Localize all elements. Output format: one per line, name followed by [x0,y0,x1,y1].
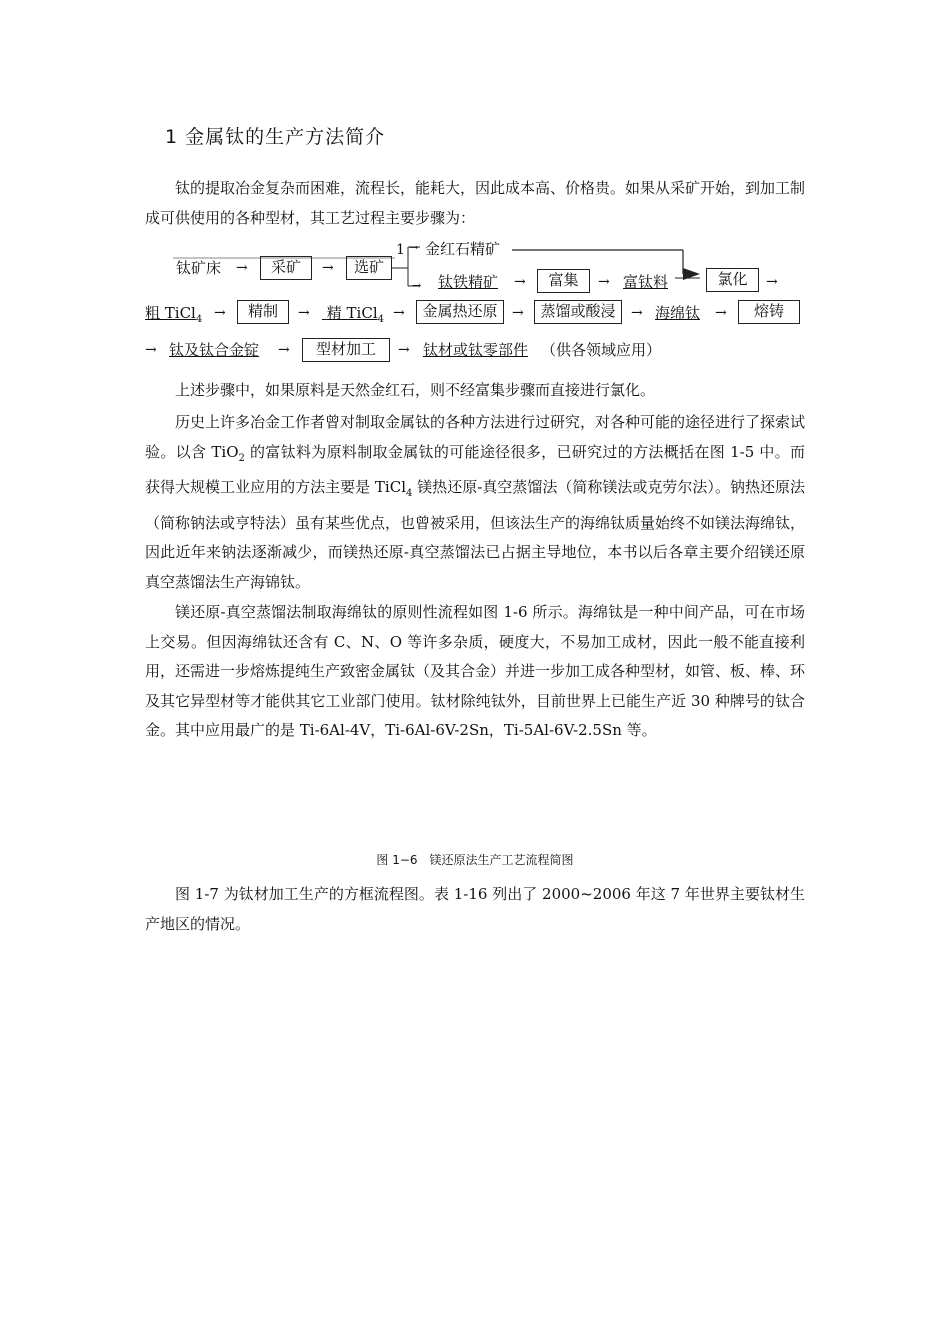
arrow: → [278,342,290,358]
node-zhengliu: 蒸馏或酸浸 [534,300,622,324]
node-xingcai: 型材加工 [302,338,390,362]
arrow: → [514,274,526,290]
arrow: → [236,260,248,276]
arrow: → [298,305,310,321]
node-lvhua: 氯化 [706,268,759,292]
node-caikuang: 采矿 [260,256,312,280]
intro-paragraph: 钛的提取冶金复杂而困难，流程长，能耗大，因此成本高、价格贵。如果从采矿开始，到加工制成可供使用的各种型材，其工艺过程主要步骤为： [145,179,806,227]
node-fuji: 富集 [537,269,590,293]
node-gongge: （供各领域应用） [541,341,662,359]
arrow: → [631,305,643,321]
paragraph-4: 图 1-7 为钛材加工生产的方框流程图。表 1-16 列出了 2000~2006 年这 7 年世界主要钛材生产地区的情况。 [145,885,805,933]
node-jinhongshi: 金红石精矿 [425,240,501,258]
paragraph-2: 历史上许多冶金工作者曾对制取金属钛的各种方法进行过研究，对各种可能的途径进行了探索试验。以含 TiO$_2$ 的富钛料为原料制取金属钛的可能途径很多，已研究过的方法概括在图 1-5 中。而获得大规模工业应用的方法主要是 TiCl$_4$ 镁热还原-真空蒸馏法（简称镁法或克劳尔法）。钠热还原法（简称钠法或亨特法）虽有某些优点，也曾被采用，但该法生产的海绵钛质量始终不如镁法海绵钛，因此近年来钠法逐渐减少，而镁热还原-真空蒸馏法已占据主导地位，本书以后各章主要介绍镁还原真空蒸馏法生产海锦钛。 [145,413,806,591]
node-cu-ticl4: 粗 TiCl$_4$ [145,304,203,325]
arrow: → [409,241,419,254]
figure-caption: 图 1−6 镁还原法生产工艺流程简图 [376,853,574,867]
paragraph-3: 镁还原-真空蒸馏法制取海绵钛的原则性流程如图 1-6 所示。海绵钛是一种中间产品，可在市场上交易。但因海绵钛还含有 C、N、O 等许多杂质，硬度大，不易加工成材，因此一般不能直接利用，还需进一步熔炼提纯生产致密金属钛（及其合金）并进一步加工成各种型材，如管、板、棒、环及其它异型材等才能供其它工业部门使用。钛材除纯钛外，目前世界上已能生产近 30 种牌号的钛合金。其中应用最广的是 Ti-6Al-4V，Ti-6Al-6V-2Sn，Ti-5Al-6V-2.5Sn 等。 [145,603,806,739]
node-xuankuang: 选矿 [346,256,392,280]
arrow: → [512,305,524,321]
arrow: → [393,305,405,321]
node-jingzhi: 精制 [237,300,289,324]
arrow: → [214,305,226,321]
node-taihejin: 钛及钛合金锭 [169,341,260,359]
section-heading: 1 金属钛的生产方法简介 [165,126,386,148]
arrow: → [322,260,334,276]
node-futailiao: 富钛料 [623,273,669,291]
node-haimiantai: 海绵钛 [655,304,701,322]
arrow: → [412,279,422,292]
arrow: → [598,274,610,290]
arrow: → [145,342,157,358]
arrow: → [766,274,778,290]
paragraph-1: 上述步骤中，如果原料是天然金红石，则不经富集步骤而直接进行氯化。 [175,381,656,399]
node-taikuangchuang: 钛矿床 [176,259,222,277]
branch-number: 1 [396,242,405,258]
node-lingbujian: 钛材或钛零部件 [423,341,529,359]
arrow: → [398,342,410,358]
node-jinshure: 金属热还原 [416,300,504,324]
node-taitie: 钛铁精矿 [438,273,499,291]
arrow: → [715,305,727,321]
node-jing-ticl4: 精 TiCl$_4$ [326,304,385,325]
node-rongzhu: 熔铸 [738,300,800,324]
